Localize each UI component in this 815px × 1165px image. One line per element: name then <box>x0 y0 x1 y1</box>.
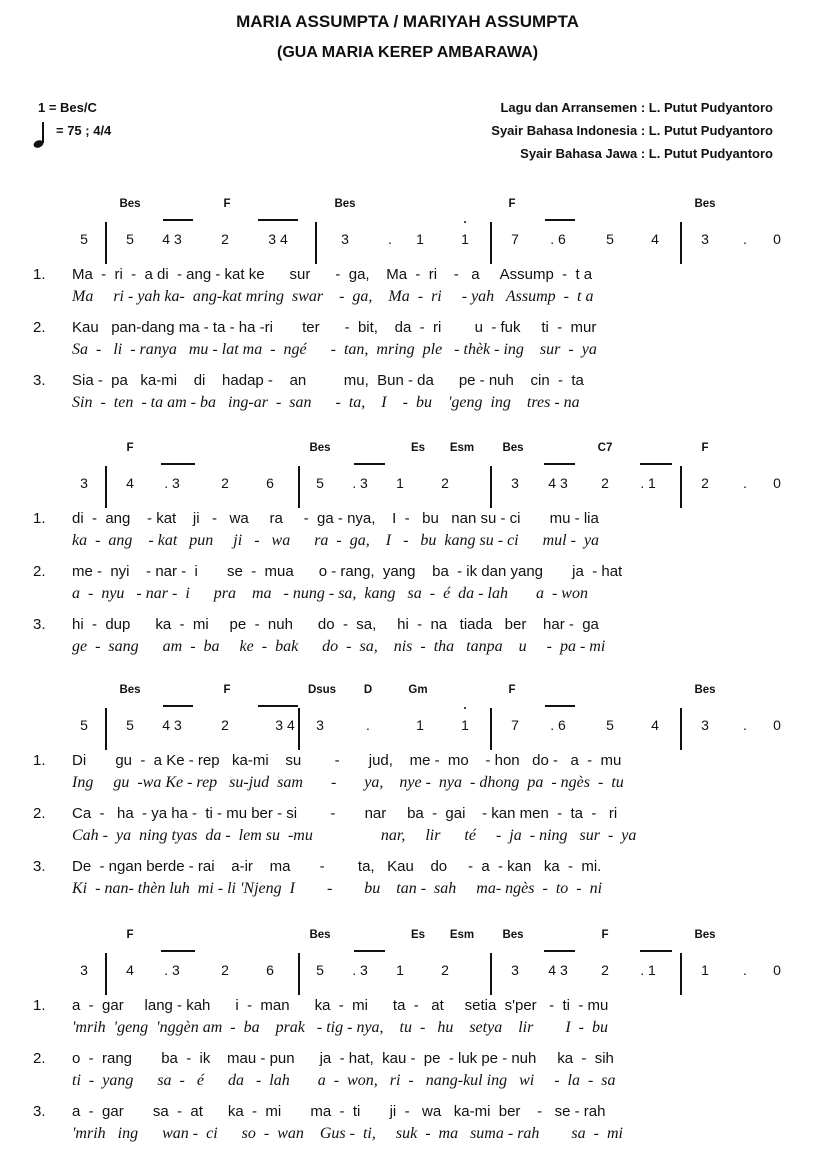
lyric-indonesian: di - ang - kat ji - wa ra - ga - nya, I - bu nan su - ci mu - lia <box>72 510 599 527</box>
note-number: 2 <box>701 475 709 491</box>
lyric-indonesian: hi - dup ka - mi pe - nuh do - sa, hi - na tiada ber har - ga <box>72 616 599 633</box>
note-number: . 3 <box>352 475 368 491</box>
note-number: . <box>743 475 747 491</box>
lyric-javanese: 'mrih ing wan - ci so - wan Gus - ti, suk - ma suma - rah sa - mi <box>72 1125 623 1142</box>
lyric-javanese: 'mrih 'geng 'nggèn am - ba prak - tig - nya, tu - hu setya lir I - bu <box>72 1019 608 1036</box>
bar-line <box>105 222 107 264</box>
verse-number: 3. <box>33 372 46 389</box>
chord-symbol: Esm <box>449 442 475 454</box>
credit-composer: Lagu dan Arransemen : L. Putut Pudyantoro <box>500 100 773 115</box>
note-number: 4 <box>651 717 659 733</box>
bar-line <box>298 953 300 995</box>
bar-line <box>490 708 492 750</box>
chord-symbol: Bes <box>694 684 716 696</box>
chord-symbol: F <box>223 684 231 696</box>
chord-symbol: F <box>508 684 516 696</box>
note-number: 3 <box>511 962 519 978</box>
lyric-indonesian: a - gar sa - at ka - mi ma - ti ji - wa ka-mi ber - se - rah <box>72 1103 606 1120</box>
bar-line <box>315 222 317 264</box>
bar-line <box>680 708 682 750</box>
note-number: . 3 <box>352 962 368 978</box>
chord-symbol: F <box>508 198 516 210</box>
note-number: 3 <box>80 475 88 491</box>
note-number: . <box>388 231 392 247</box>
note-number: . 1 <box>640 962 656 978</box>
verse-number: 1. <box>33 510 46 527</box>
note-number: 5 <box>80 231 88 247</box>
chord-symbol: Bes <box>334 198 356 210</box>
note-number: 3 <box>511 475 519 491</box>
verse-number: 2. <box>33 1050 46 1067</box>
chord-symbol: Bes <box>694 198 716 210</box>
note-number: 5 <box>80 717 88 733</box>
bar-line <box>490 222 492 264</box>
lyric-indonesian: Kau pan-dang ma - ta - ha -ri ter - bit, da - ri u - fuk ti - mur <box>72 319 597 336</box>
bar-line <box>105 953 107 995</box>
bar-line <box>105 708 107 750</box>
note-number: 2 <box>441 962 449 978</box>
beam-line <box>354 463 385 465</box>
note-number: 5 <box>316 962 324 978</box>
beam-line <box>161 950 195 952</box>
bar-line <box>680 953 682 995</box>
verse-number: 3. <box>33 1103 46 1120</box>
beam-line <box>163 705 193 707</box>
lyric-javanese: ti - yang sa - é da - lah a - won, ri - nang-kul ing wi - la - sa <box>72 1072 616 1089</box>
verse-number: 1. <box>33 997 46 1014</box>
note-number: 4 <box>126 962 134 978</box>
note-number: . 3 <box>164 475 180 491</box>
lyric-javanese: Sa - li - ranya mu - lat ma - ngé - tan, mring ple - thèk - ing sur - ya <box>72 341 597 358</box>
note-number: 3 <box>80 962 88 978</box>
note-number: . <box>743 231 747 247</box>
chord-symbol: Bes <box>309 929 331 941</box>
note-number: 3 <box>701 717 709 733</box>
tempo-time-signature: = 75 ; 4/4 <box>56 123 112 138</box>
beam-line <box>258 705 298 707</box>
note-number: 7 <box>511 717 519 733</box>
chord-symbol: F <box>126 929 134 941</box>
lyric-indonesian: Ca - ha - ya ha - ti - mu ber - si - nar ba - gai - kan men - ta - ri <box>72 805 618 822</box>
lyric-indonesian: De - ngan berde - rai a-ir ma - ta, Kau do - a - kan ka - mi. <box>72 858 602 875</box>
note-number: 7 <box>511 231 519 247</box>
chord-symbol: Dsus <box>307 684 337 696</box>
note-number: 5 <box>126 717 134 733</box>
lyric-indonesian: Di gu - a Ke - rep ka-mi su - jud, me - mo - hon do - a - mu <box>72 752 622 769</box>
beam-line <box>258 219 298 221</box>
beam-line <box>640 950 672 952</box>
note-number: . 1 <box>640 475 656 491</box>
note-number: . 3 <box>164 962 180 978</box>
note-number: 4 3 <box>162 231 182 247</box>
note-number: . <box>743 962 747 978</box>
lyric-javanese: Ki - nan- thèn luh mi - li 'Njeng I - bu tan - sah ma- ngès - to - ni <box>72 880 603 897</box>
quarter-note-icon <box>32 121 48 149</box>
lyric-indonesian: me - nyi - nar - i se - mua o - rang, yang ba - ik dan yang ja - hat <box>72 563 623 580</box>
note-number: . 6 <box>550 717 566 733</box>
note-number: 4 <box>126 475 134 491</box>
note-number: 6 <box>266 962 274 978</box>
note-number: 0 <box>773 475 781 491</box>
note-number: 1 <box>396 962 404 978</box>
lyric-javanese: Cah - ya ning tyas da - lem su -mu nar, lir té - ja - ning sur - ya <box>72 827 637 844</box>
beam-line <box>163 219 193 221</box>
chord-symbol: F <box>126 442 134 454</box>
lyric-javanese: a - nyu - nar - i pra ma - nung - sa, kang sa - é da - lah a - won <box>72 585 588 602</box>
note-number: . <box>366 717 370 733</box>
note-number: 2 <box>601 962 609 978</box>
beam-line <box>354 950 385 952</box>
lyric-javanese: Ma ri - yah ka- ang-kat mring swar - ga, Ma - ri - yah Assump - t a <box>72 288 594 305</box>
note-number: 1 <box>461 717 469 733</box>
verse-number: 3. <box>33 858 46 875</box>
chord-symbol: Bes <box>119 198 141 210</box>
lyric-indonesian: Sia - pa ka-mi di hadap - an mu, Bun - da pe - nuh cin - ta <box>72 372 584 389</box>
verse-number: 2. <box>33 563 46 580</box>
note-number: 1 <box>396 475 404 491</box>
note-number: 4 3 <box>548 475 568 491</box>
beam-line <box>640 463 672 465</box>
beam-line <box>545 219 575 221</box>
note-number: 5 <box>316 475 324 491</box>
note-number: 6 <box>266 475 274 491</box>
note-number: 2 <box>441 475 449 491</box>
lyric-javanese: ka - ang - kat pun ji - wa ra - ga, I - bu kang su - ci mul - ya <box>72 532 600 549</box>
chord-symbol: Bes <box>502 929 524 941</box>
note-number: 1 <box>416 231 424 247</box>
chord-symbol: Bes <box>694 929 716 941</box>
note-number: 0 <box>773 717 781 733</box>
song-title: MARIA ASSUMPTA / MARIYAH ASSUMPTA <box>236 12 579 31</box>
lyric-indonesian: a - gar lang - kah i - man ka - mi ta - at setia s'per - ti - mu <box>72 997 609 1014</box>
chord-symbol: Es <box>410 929 426 941</box>
note-number: 4 <box>651 231 659 247</box>
note-number: 1 <box>461 231 469 247</box>
chord-symbol: Bes <box>502 442 524 454</box>
octave-dot <box>464 221 466 223</box>
verse-number: 1. <box>33 752 46 769</box>
bar-line <box>680 466 682 508</box>
chord-symbol: F <box>223 198 231 210</box>
note-number: 0 <box>773 962 781 978</box>
chord-symbol: Bes <box>119 684 141 696</box>
chord-symbol: Esm <box>449 929 475 941</box>
note-number: 3 <box>316 717 324 733</box>
note-number: 3 4 <box>268 231 288 247</box>
verse-number: 2. <box>33 319 46 336</box>
note-number: 2 <box>221 231 229 247</box>
note-number: 3 4 <box>275 717 295 733</box>
bar-line <box>298 466 300 508</box>
octave-dot <box>464 707 466 709</box>
note-number: 5 <box>606 231 614 247</box>
lyric-indonesian: Ma - ri - a di - ang - kat ke sur - ga, Ma - ri - a Assump - t a <box>72 266 593 283</box>
chord-symbol: D <box>363 684 373 696</box>
key-signature: 1 = Bes/C <box>38 100 97 115</box>
note-number: 4 3 <box>548 962 568 978</box>
chord-symbol: F <box>601 929 609 941</box>
bar-line <box>298 708 300 750</box>
credit-javanese-lyrics: Syair Bahasa Jawa : L. Putut Pudyantoro <box>520 146 773 161</box>
chord-symbol: Bes <box>309 442 331 454</box>
beam-line <box>545 705 575 707</box>
note-number: 2 <box>221 962 229 978</box>
verse-number: 2. <box>33 805 46 822</box>
chord-symbol: Gm <box>408 684 428 696</box>
note-number: 4 3 <box>162 717 182 733</box>
verse-number: 1. <box>33 266 46 283</box>
bar-line <box>490 953 492 995</box>
note-number: 2 <box>221 717 229 733</box>
chord-symbol: F <box>701 442 709 454</box>
note-number: 0 <box>773 231 781 247</box>
note-number: 5 <box>126 231 134 247</box>
credit-indonesian-lyrics: Syair Bahasa Indonesia : L. Putut Pudyantoro <box>491 123 773 138</box>
note-number: 3 <box>341 231 349 247</box>
lyric-javanese: Sin - ten - ta am - ba ing-ar - san - ta, I - bu 'geng ing tres - na <box>72 394 580 411</box>
chord-symbol: Es <box>410 442 426 454</box>
note-number: 1 <box>416 717 424 733</box>
lyric-indonesian: o - rang ba - ik mau - pun ja - hat, kau - pe - luk pe - nuh ka - sih <box>72 1050 614 1067</box>
bar-line <box>490 466 492 508</box>
beam-line <box>544 950 575 952</box>
bar-line <box>105 466 107 508</box>
note-number: 5 <box>606 717 614 733</box>
song-subtitle: (GUA MARIA KEREP AMBARAWA) <box>276 44 539 61</box>
note-number: 1 <box>701 962 709 978</box>
note-number: 2 <box>221 475 229 491</box>
note-number: . 6 <box>550 231 566 247</box>
lyric-javanese: Ing gu -wa Ke - rep su-jud sam - ya, nye - nya - dhong pa - ngès - tu <box>72 774 624 791</box>
beam-line <box>544 463 575 465</box>
note-number: . <box>743 717 747 733</box>
bar-line <box>680 222 682 264</box>
chord-symbol: C7 <box>597 442 613 454</box>
note-number: 3 <box>701 231 709 247</box>
lyric-javanese: ge - sang am - ba ke - bak do - sa, nis - tha tanpa u - pa - mi <box>72 638 606 655</box>
beam-line <box>161 463 195 465</box>
verse-number: 3. <box>33 616 46 633</box>
note-number: 2 <box>601 475 609 491</box>
